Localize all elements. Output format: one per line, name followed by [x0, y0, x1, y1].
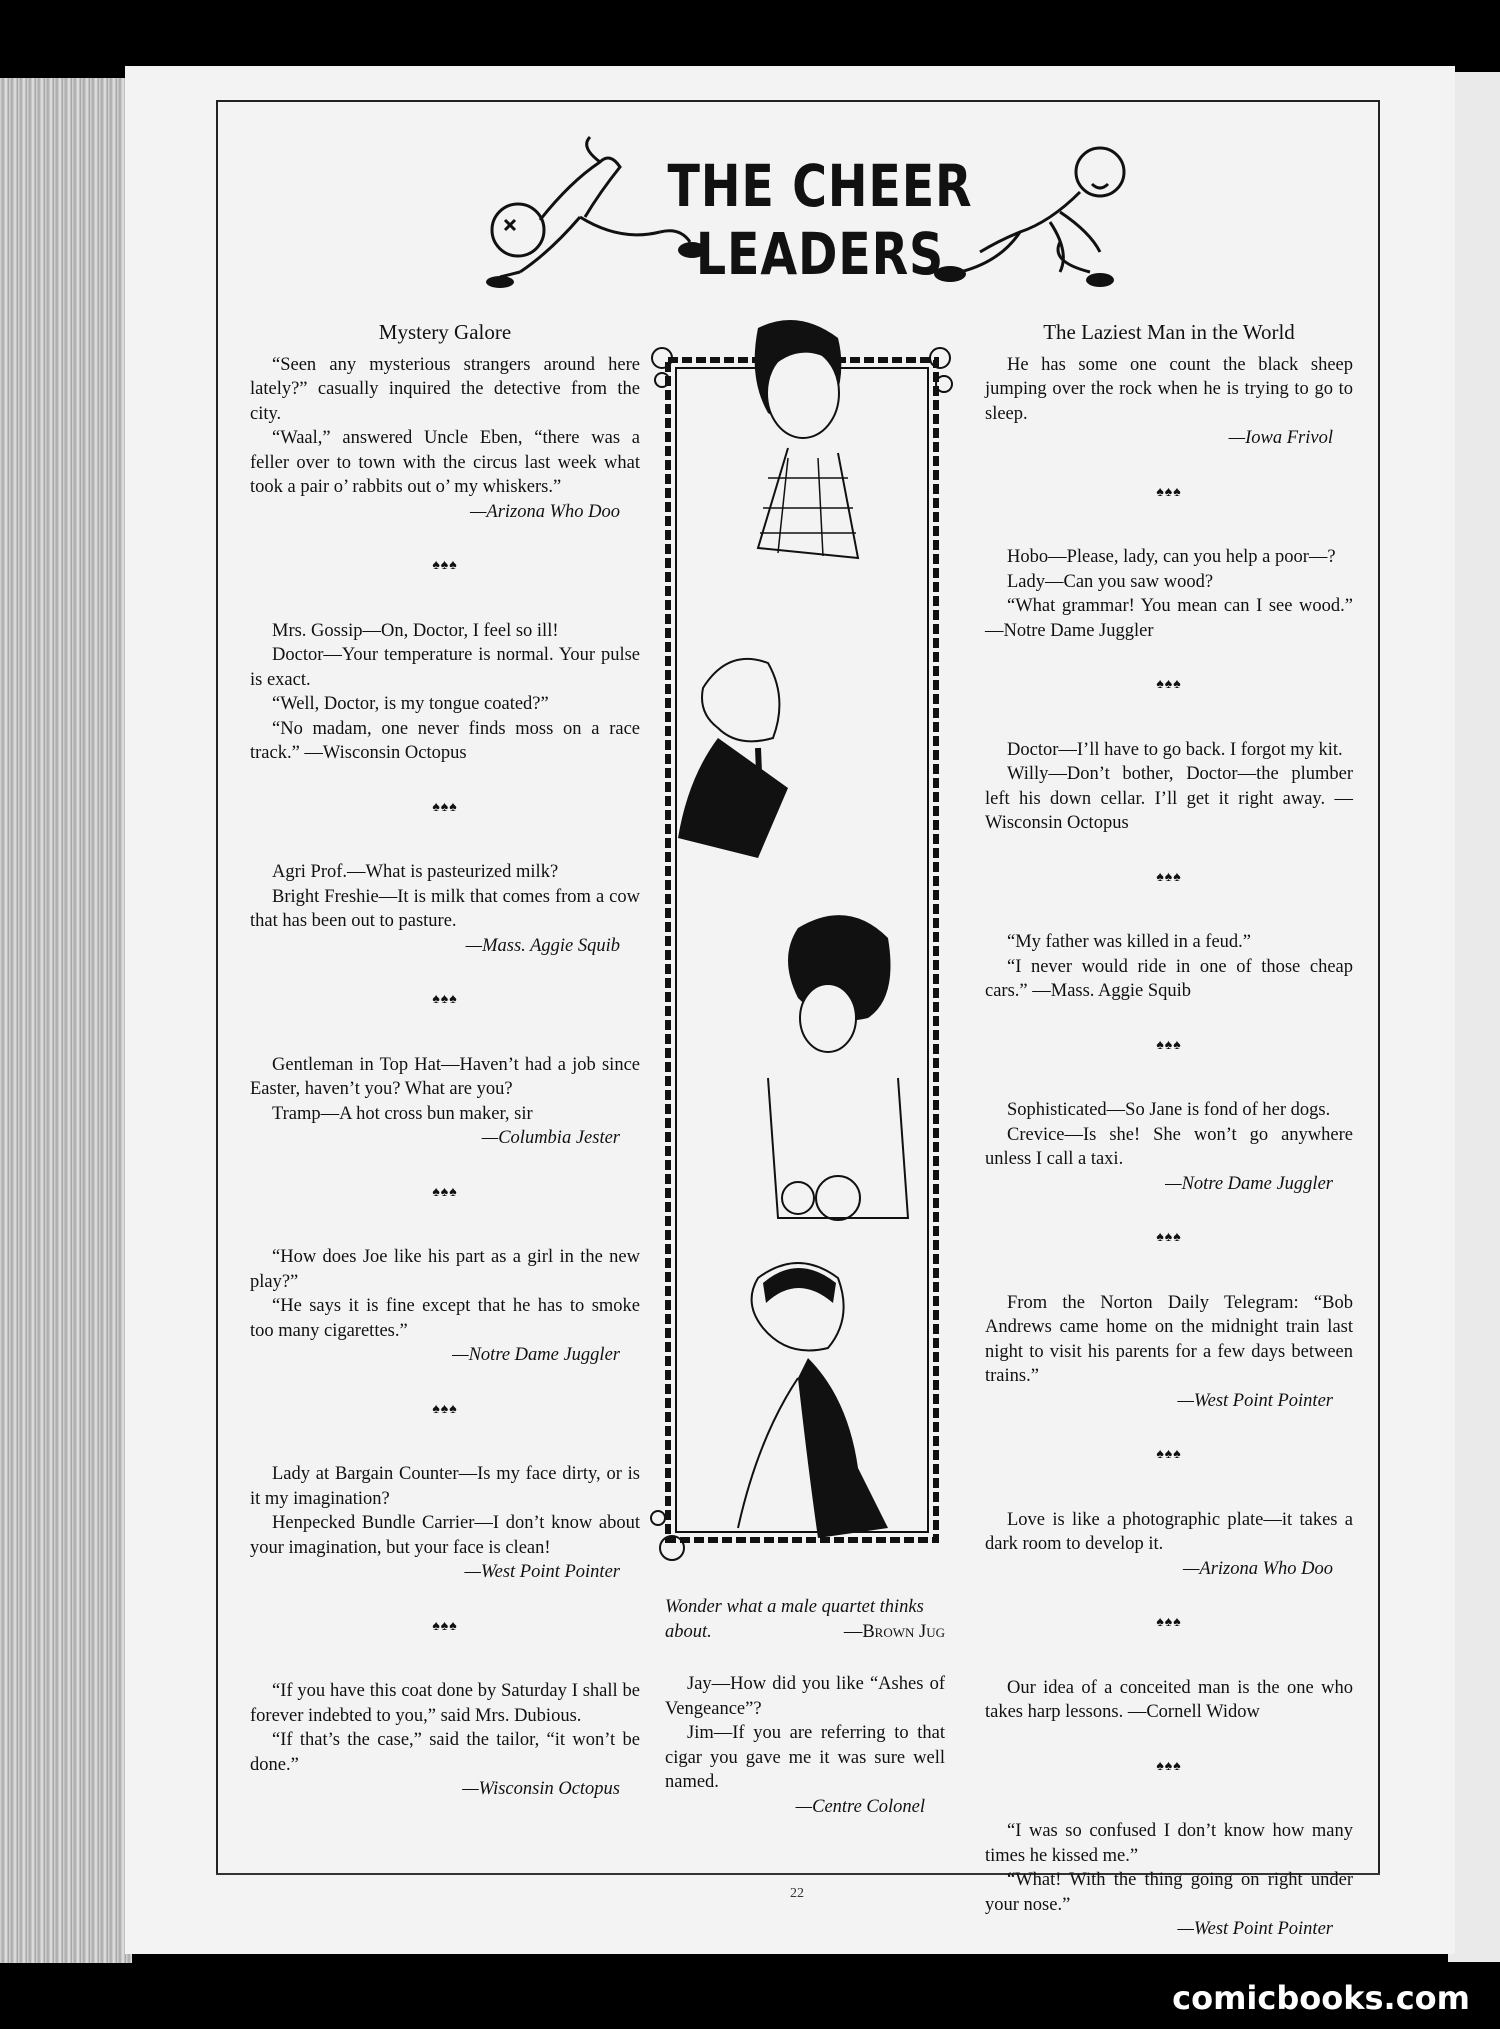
caption-text: Wonder what a male quartet thinks about. [665, 1597, 924, 1642]
separator-ornament: ♠♠♠ [432, 799, 458, 815]
joke-line: Gentleman in Top Hat—Haven’t had a job since Easter, haven’t you? What are you? [250, 1054, 640, 1099]
joke-line: “He says it is fine except that he has to smoke too many cigarettes.” [250, 1296, 640, 1341]
joke-line: “I never would ride in one of those cheap cars.” —Mass. Aggie Squib [985, 956, 1353, 1001]
separator-ornament: ♠♠♠ [1156, 484, 1182, 500]
flapper-girls-illustration [648, 318, 968, 1596]
page-header [460, 122, 1160, 292]
joke-credit: —Arizona Who Doo [1182, 1558, 1333, 1579]
illustration-caption [665, 1595, 945, 1644]
frame-border-left [216, 100, 218, 1875]
joke-credit: —Notre Dame Juggler [1165, 1173, 1333, 1194]
joke-line: Agri Prof.—What is pasteurized milk? [272, 862, 559, 882]
joke-credit: —Iowa Frivol [1228, 428, 1333, 448]
separator-ornament: ♠♠♠ [1156, 1758, 1182, 1774]
joke-line: Love is like a photographic plate—it takes a dark room to develop it. [985, 1509, 1353, 1554]
joke-line: “My father was killed in a feud.” [1007, 932, 1252, 952]
joke-line: Lady at Bargain Counter—Is my face dirty, or is it my imagination? [250, 1464, 640, 1509]
joke-line: Jay—How did you like “Ashes of Vengeance”? [665, 1674, 945, 1719]
joke-credit: —Mass. Aggie Squib [465, 935, 620, 956]
separator-ornament: ♠♠♠ [432, 1401, 458, 1417]
joke-credit: —West Point Pointer [1177, 1919, 1333, 1939]
joke-line: He has some one count the black sheep jumping over the rock when he is trying to go to sleep. [985, 354, 1353, 424]
joke-line: “Well, Doctor, is my tongue coated?” [272, 694, 549, 714]
joke-line: Mrs. Gossip—On, Doctor, I feel so ill! [272, 620, 559, 641]
separator-ornament: ♠♠♠ [1156, 677, 1182, 692]
joke-credit: —West Point Pointer [1177, 1390, 1333, 1411]
joke-line: Willy—Don’t bother, Doctor—the plumber left his down cellar. I’ll get it right away. —Wisconsin Octopus [985, 764, 1353, 833]
separator-ornament: ♠♠♠ [1156, 1230, 1182, 1245]
joke-credit: —Notre Dame Juggler [452, 1345, 620, 1365]
joke-line: Doctor—I’ll have to go back. I forgot my kit. [1007, 739, 1343, 760]
separator-ornament: ♠♠♠ [432, 558, 458, 573]
left-column [250, 318, 640, 1802]
joke-line: From the Norton Daily Telegram: “Bob Andrews came home on the midnight train last night to visit his parents for a few days between trains.” [985, 1292, 1353, 1386]
separator-ornament: ♠♠♠ [1156, 1037, 1182, 1053]
right-section-title: The Laziest Man in the World [1043, 320, 1295, 344]
separator-ornament: ♠♠♠ [432, 992, 458, 1007]
joke-line: “No madam, one never finds moss on a race track.” —Wisconsin Octopus [250, 718, 640, 763]
illustration-drawing [648, 318, 968, 1596]
separator-ornament: ♠♠♠ [1156, 1447, 1182, 1462]
next-page-edge [1448, 72, 1500, 1962]
page-number: 22 [790, 1886, 804, 1901]
separator-ornament: ♠♠♠ [432, 1184, 458, 1200]
frame-border-top [216, 100, 1380, 102]
joke-line: Henpecked Bundle Carrier—I don’t know about your imagination, but your face is clean! [250, 1513, 640, 1558]
joke-line: Crevice—Is she! She won’t go anywhere unless I call a taxi. [985, 1124, 1353, 1169]
caption-credit: —Brown Jug [843, 1621, 945, 1642]
joke-line: Bright Freshie—It is milk that comes from a cow that has been out to pasture. [250, 886, 640, 931]
joke-line: “How does Joe like his part as a girl in the new play?” [250, 1247, 640, 1292]
separator-ornament: ♠♠♠ [1156, 869, 1182, 885]
separator-ornament: ♠♠♠ [1156, 1615, 1182, 1630]
frame-border-right [1378, 100, 1380, 1875]
joke-line: “Waal,” answered Uncle Eben, “there was a feller over to town with the circus last week what took a pair o’ rabbits out o’ my whiskers.” [250, 428, 640, 497]
joke-credit: —Wisconsin Octopus [462, 1779, 620, 1799]
joke-line: “What! With the thing going on right under your nose.” [985, 1870, 1353, 1915]
joke-line: “What grammar! You mean can I see wood.” —Notre Dame Juggler [985, 596, 1353, 641]
joke-credit: —Centre Colonel [795, 1796, 925, 1817]
page-title: THE CHEER LEADERS [667, 152, 973, 288]
joke-line: “I was so confused I don’t know how many times he kissed me.” [985, 1821, 1353, 1866]
joke-line: Our idea of a conceited man is the one who takes harp lessons. —Cornell Widow [985, 1677, 1353, 1722]
joke-line: Tramp—A hot cross bun maker, sir [272, 1103, 533, 1124]
joke-line: Jim—If you are referring to that cigar you gave me it was sure well named. [665, 1723, 945, 1792]
joke-line: Lady—Can you saw wood? [1007, 571, 1214, 592]
joke-credit: —West Point Pointer [464, 1562, 620, 1582]
joke-line: “If that’s the case,” said the tailor, “it won’t be done.” [250, 1730, 640, 1775]
site-watermark: comicbooks.com [1172, 1979, 1470, 2017]
joke-credit: —Columbia Jester [481, 1128, 620, 1148]
separator-ornament: ♠♠♠ [432, 1618, 458, 1634]
joke-line: Hobo—Please, lady, can you help a poor—? [1007, 547, 1336, 567]
book-page-edges [0, 78, 132, 1963]
middle-column [665, 1595, 945, 1819]
joke-line: “If you have this coat done by Saturday I shall be forever indebted to you,” said Mrs. Dubious. [250, 1681, 640, 1726]
joke-line: “Seen any mysterious strangers around here lately?” casually inquired the detective from the city. [250, 354, 640, 424]
right-column [985, 318, 1353, 1942]
joke-credit: —Arizona Who Doo [469, 501, 620, 522]
joke-line: Sophisticated—So Jane is fond of her dogs. [1007, 1100, 1331, 1120]
joke-line: Doctor—Your temperature is normal. Your pulse is exact. [250, 645, 640, 690]
left-section-title: Mystery Galore [378, 320, 512, 344]
